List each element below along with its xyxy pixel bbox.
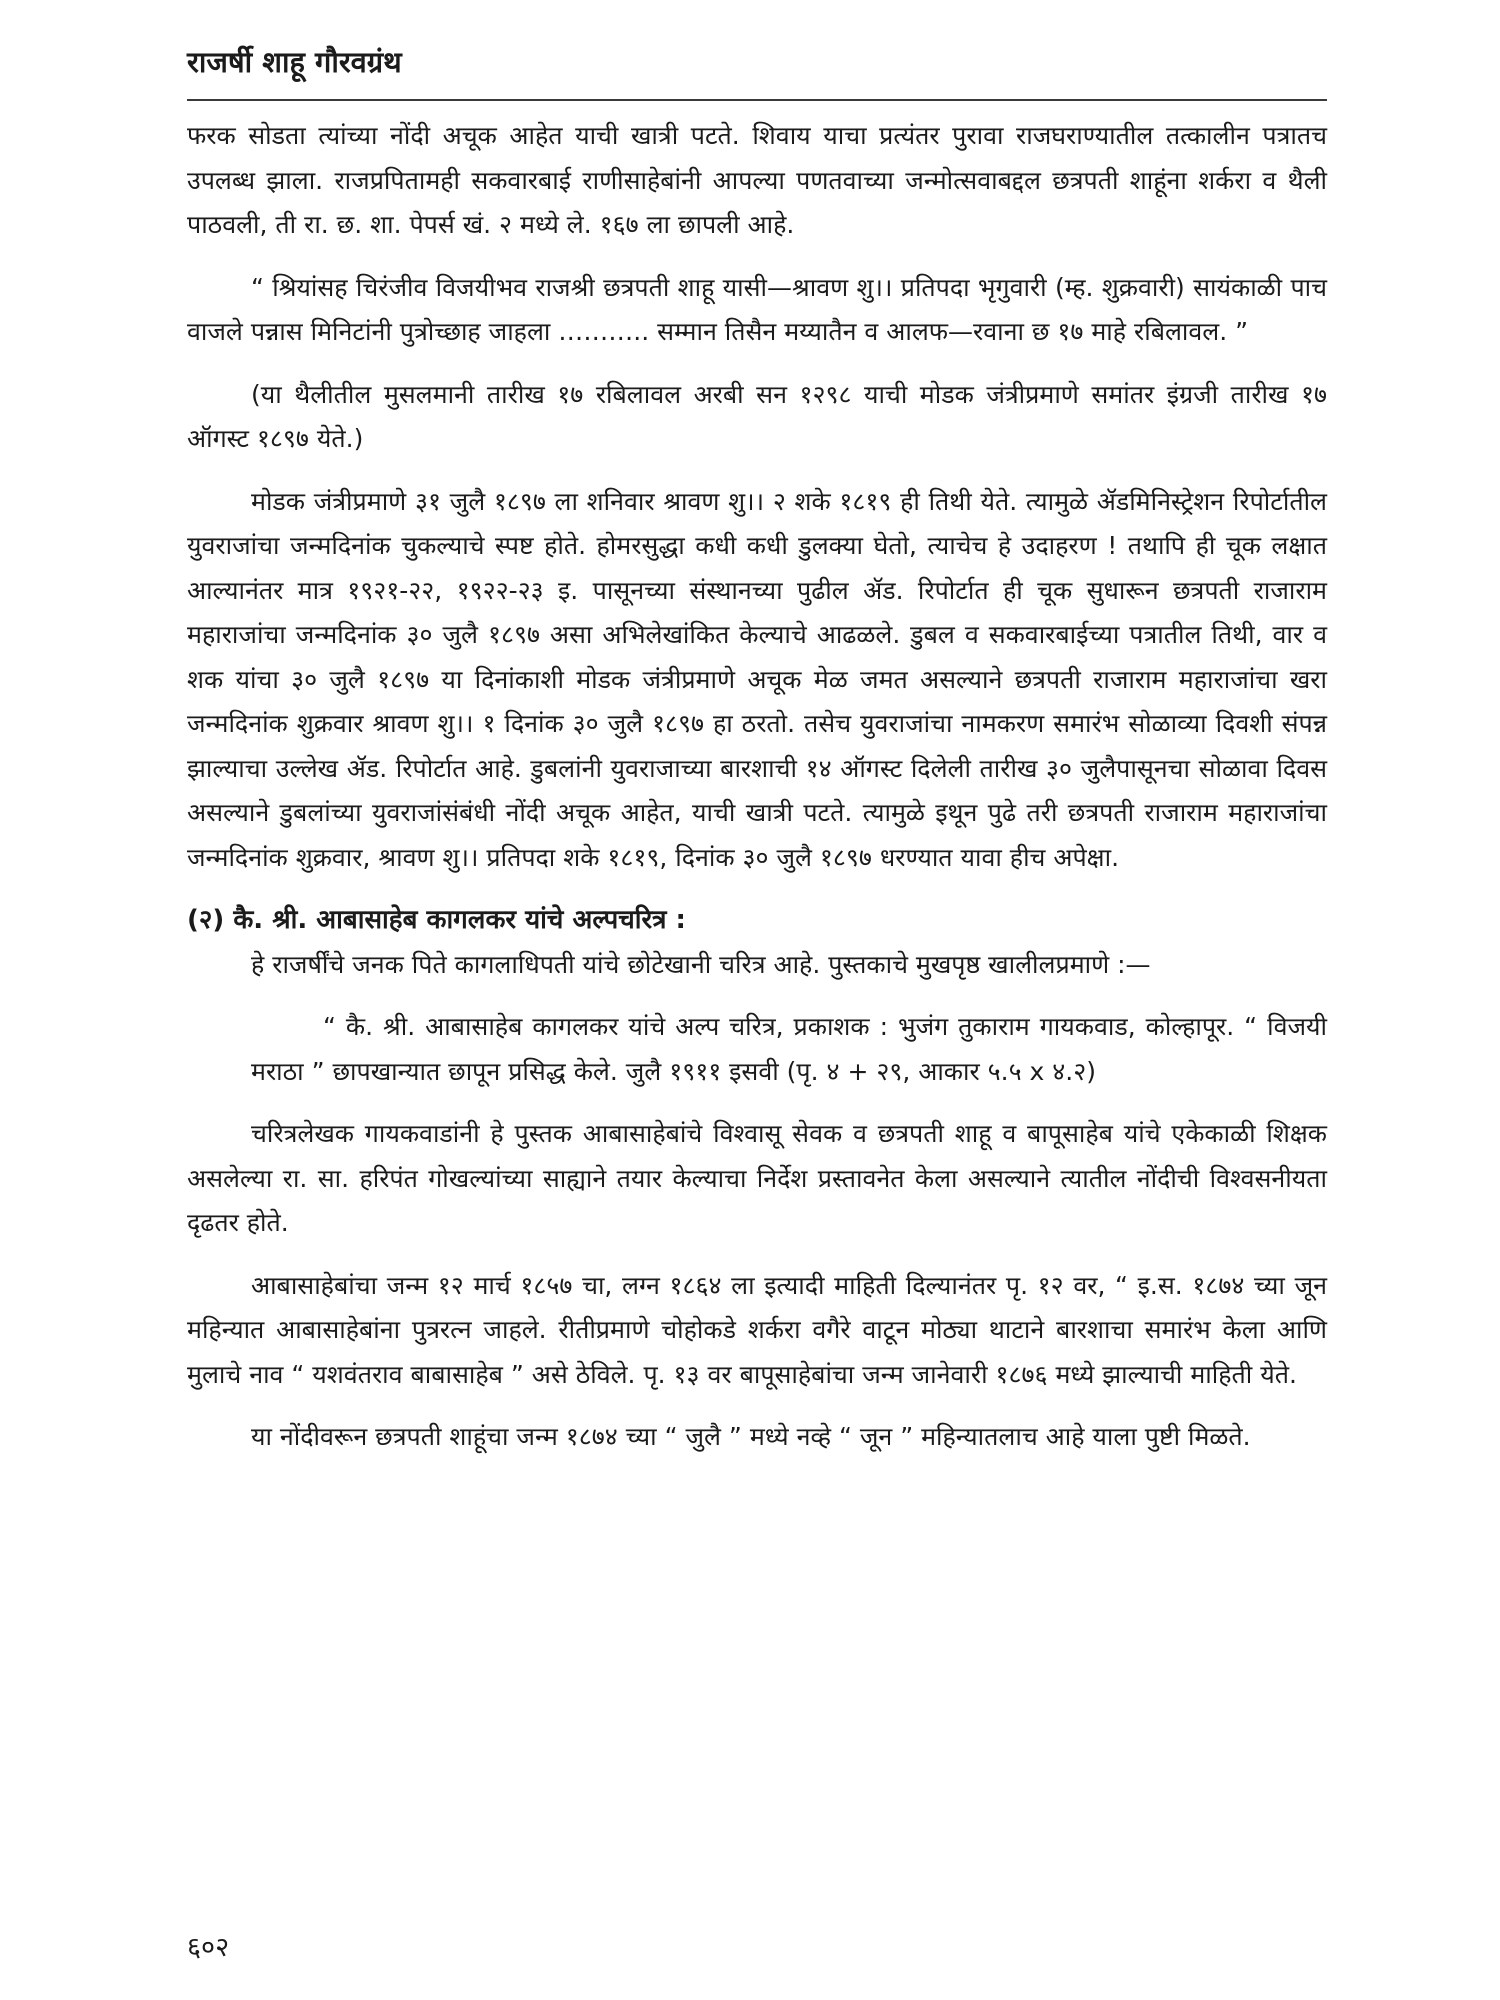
section-heading: (२) कै. श्री. आबासाहेब कागलकर यांचे अल्पचरित्र : [187,905,686,935]
page-number: ६०२ [187,1932,230,1963]
header-divider [187,99,1327,101]
paragraph-conclusion: या नोंदीवरून छत्रपती शाहूंचा जन्म १८७४ च्या “ जुलै ” मध्ये नव्हे “ जून ” महिन्यातलाच आहे याला पुष्टी मिळते. [251,1422,1251,1451]
paragraph-birth-record: आबासाहेबांचा जन्म १२ मार्च १८५७ चा, लग्न १८६४ ला इत्यादी माहिती दिल्यानंतर पृ. १२ वर, “ इ.स. १८७४ च्या जून महिन्यात आबासाहेबांना पुत्ररत्न जाहले. रीतीप्रमाणे चोहोकडे शर्करा वगैरे वाटून मोठ्या थाटाने बारशाचा समारंभ केला आणि मुलाचे नाव “ यशवंतराव बाबासाहेब ” असे ठेविले. पृ. १३ वर बापूसाहेबांचा जन्म जानेवारी १८७६ मध्ये झाल्याची माहिती येते. [187,1270,1327,1389]
book-cover-quote: “ कै. श्री. आबासाहेब कागलकर यांचे अल्प चरित्र, प्रकाशक : भुजंग तुकाराम गायकवाड, कोल्हापूर. “ विजयी मराठा ” छापखान्यात छापून प्रसिद्ध केले. जुलै १९११ इसवी (पृ. ४ + २९, आकार ५.५ x ४.२) [251,1012,1327,1086]
paragraph-date-note: (या थैलीतील मुसलमानी तारीख १७ रबिलावल अरबी सन १२९८ याची मोडक जंत्रीप्रमाणे समांतर इंग्रजी तारीख १७ ऑगस्ट १८९७ येते.) [187,379,1327,453]
paragraph-book-intro: हे राजर्षींचे जनक पिते कागलाधिपती यांचे छोटेखानी चरित्र आहे. पुस्तकाचे मुखपृष्ठ खालीलप्रमाणे :— [251,949,1151,979]
paragraph-birthdate-analysis: मोडक जंत्रीप्रमाणे ३१ जुलै १८९७ ला शनिवार श्रावण शु।। २ शके १८१९ ही तिथी येते. त्यामुळे ॲडमिनिस्ट्रेशन रिपोर्टातील युवराजांचा जन्मदिनांक चुकल्याचे स्पष्ट होते. होमरसुद्धा कधी कधी डुलक्या घेतो, त्याचेच हे उदाहरण ! तथापि ही चूक लक्षात आल्यानंतर मात्र १९२१-२२, १९२२-२३ इ. पासूनच्या संस्थानच्या पुढील ॲड. रिपोर्टात ही चूक सुधारून छत्रपती राजाराम महाराजांचा जन्मदिनांक ३० जुलै १८९७ असा अभिलेखांकित केल्याचे आढळले. डुबल व सकवारबाईच्या पत्रातील तिथी, वार व शक यांचा ३० जुलै १८९७ या दिनांकाशी मोडक जंत्रीप्रमाणे अचूक मेळ जमत असल्याने छत्रपती राजाराम महाराजांचा खरा जन्मदिनांक शुक्रवार श्रावण शु।। १ दिनांक ३० जुलै १८९७ हा ठरतो. तसेच युवराजांचा नामकरण समारंभ सोळाव्या दिवशी संपन्न झाल्याचा उल्लेख ॲड. रिपोर्टात आहे. डुबलांनी युवराजाच्या बारशाची १४ ऑगस्ट दिलेली तारीख ३० जुलैपासूनचा सोळावा दिवस असल्याने डुबलांच्या युवराजांसंबंधी नोंदी अचूक आहेत, याची खात्री पटते. त्यामुळे इथून पुढे तरी छत्रपती राजाराम महाराजांचा जन्मदिनांक शुक्रवार, श्रावण शु।। प्रतिपदा शके १८१९, दिनांक ३० जुलै १८९७ धरण्यात यावा हीच अपेक्षा. [187,486,1327,872]
page-body [187,114,1327,1460]
running-header: राजर्षी शाहू गौरवग्रंथ [187,45,402,79]
letter-quote: “ श्रियांसह चिरंजीव विजयीभव राजश्री छत्रपती शाहू यासी—श्रावण शु।। प्रतिपदा भृगुवारी (म्ह. शुक्रवारी) सायंकाळी पाच वाजले पन्नास मिनिटांनी पुत्रोच्छाह जाहला ……….. सम्मान तिसैन मय्यातैन व आलफ—रवाना छ १७ माहे रबिलावल. ” [187,272,1327,346]
paragraph-continuation: फरक सोडता त्यांच्या नोंदी अचूक आहेत याची खात्री पटते. शिवाय याचा प्रत्यंतर पुरावा राजघराण्यातील तत्कालीन पत्रातच उपलब्ध झाला. राजप्रपितामही सकवारबाई राणीसाहेबांनी आपल्या पणतवाच्या जन्मोत्सवाबद्दल छत्रपती शाहूंना शर्करा व थैली पाठवली, ती रा. छ. शा. पेपर्स खं. २ मध्ये ले. १६७ ला छापली आहे. [187,121,1327,239]
paragraph-author-note: चरित्रलेखक गायकवाडांनी हे पुस्तक आबासाहेबांचे विश्वासू सेवक व छत्रपती शाहू व बापूसाहेब यांचे एकेकाळी शिक्षक असलेल्या रा. सा. हरिपंत गोखल्यांच्या साह्याने तयार केल्याचा निर्देश प्रस्तावनेत केला असल्याने त्यातील नोंदीची विश्वसनीयता दृढतर होते. [187,1119,1327,1237]
